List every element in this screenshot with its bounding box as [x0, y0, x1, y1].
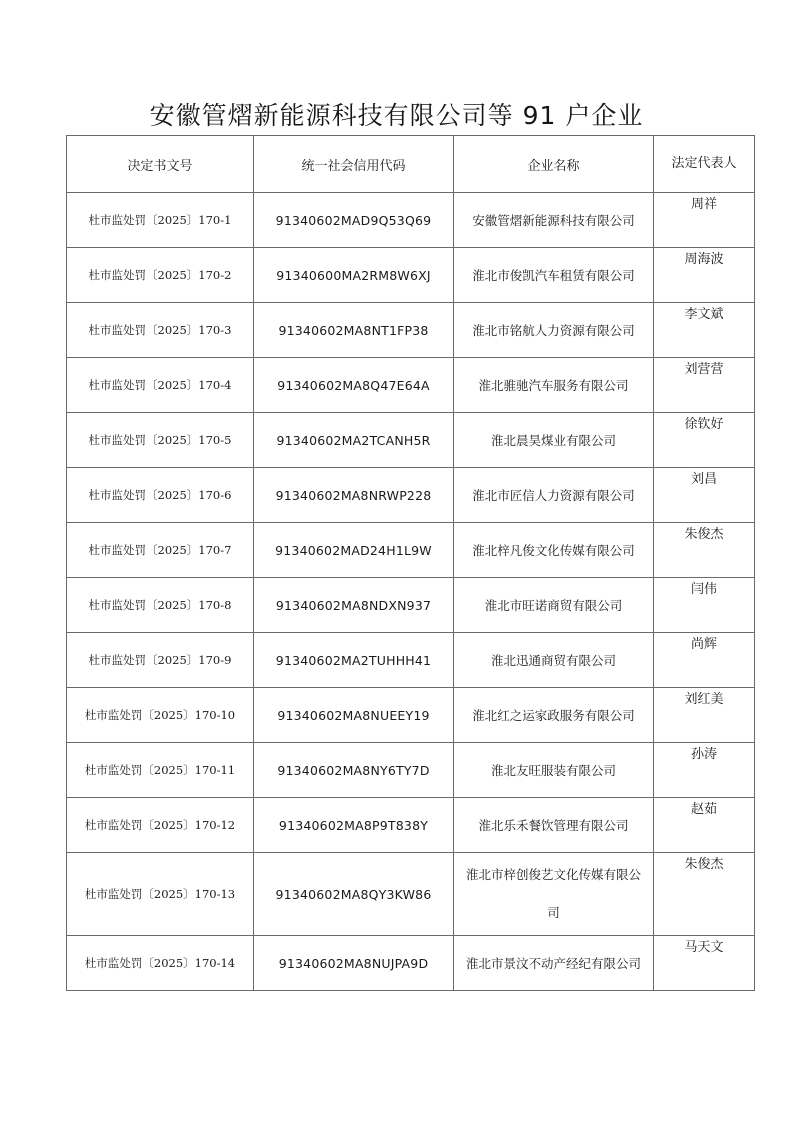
table-row: [67, 303, 755, 358]
company-name-cell: 淮北迅通商贸有限公司: [454, 633, 654, 688]
decision-no-cell: 杜市监处罚〔2025〕170-13: [67, 853, 254, 936]
table-row: [67, 523, 755, 578]
table-row: [67, 936, 755, 991]
legal-rep-cell: 刘昌: [654, 468, 755, 523]
decision-no-cell: 杜市监处罚〔2025〕170-10: [67, 688, 254, 743]
table-row: [67, 853, 755, 936]
table-row: [67, 358, 755, 413]
legal-rep-cell: 刘营营: [654, 358, 755, 413]
company-name-cell: 淮北乐禾餐饮管理有限公司: [454, 798, 654, 853]
table-row: [67, 193, 755, 248]
legal-rep-cell: 周祥: [654, 193, 755, 248]
decision-no-cell: 杜市监处罚〔2025〕170-3: [67, 303, 254, 358]
enterprise-table: [66, 135, 755, 991]
credit-code-cell: 91340602MA8NRWP228: [254, 468, 454, 523]
decision-no-cell: 杜市监处罚〔2025〕170-8: [67, 578, 254, 633]
decision-no-cell: 杜市监处罚〔2025〕170-6: [67, 468, 254, 523]
legal-rep-cell: 闫伟: [654, 578, 755, 633]
legal-rep-cell: 刘红美: [654, 688, 755, 743]
legal-rep-cell: 徐钦好: [654, 413, 755, 468]
decision-no-cell: 杜市监处罚〔2025〕170-11: [67, 743, 254, 798]
header-legal-rep: 法定代表人: [654, 136, 755, 193]
company-name-cell: 安徽管熠新能源科技有限公司: [454, 193, 654, 248]
decision-no-cell: 杜市监处罚〔2025〕170-1: [67, 193, 254, 248]
company-name-cell: 淮北晨昊煤业有限公司: [454, 413, 654, 468]
table-row: [67, 633, 755, 688]
credit-code-cell: 91340602MA8NT1FP38: [254, 303, 454, 358]
header-decision-no: 决定书文号: [67, 136, 254, 193]
credit-code-cell: 91340602MA2TUHHH41: [254, 633, 454, 688]
credit-code-cell: 91340602MAD24H1L9W: [254, 523, 454, 578]
decision-no-cell: 杜市监处罚〔2025〕170-5: [67, 413, 254, 468]
legal-rep-cell: 尚辉: [654, 633, 755, 688]
table-row: [67, 248, 755, 303]
credit-code-cell: 91340602MA8NUEEY19: [254, 688, 454, 743]
credit-code-cell: 91340602MA8NY6TY7D: [254, 743, 454, 798]
header-company-name: 企业名称: [454, 136, 654, 193]
legal-rep-cell: 朱俊杰: [654, 853, 755, 936]
table-row: [67, 743, 755, 798]
legal-rep-cell: 周海波: [654, 248, 755, 303]
credit-code-cell: 91340602MA8NDXN937: [254, 578, 454, 633]
company-name-cell: 淮北市铭航人力资源有限公司: [454, 303, 654, 358]
decision-no-cell: 杜市监处罚〔2025〕170-14: [67, 936, 254, 991]
table-row: [67, 688, 755, 743]
table-row: [67, 413, 755, 468]
decision-no-cell: 杜市监处罚〔2025〕170-7: [67, 523, 254, 578]
company-name-cell: 淮北市景汶不动产经纪有限公司: [454, 936, 654, 991]
credit-code-cell: 91340602MA8P9T838Y: [254, 798, 454, 853]
header-credit-code: 统一社会信用代码: [254, 136, 454, 193]
company-name-cell: 淮北市旺诺商贸有限公司: [454, 578, 654, 633]
company-name-cell: 淮北红之运家政服务有限公司: [454, 688, 654, 743]
legal-rep-cell: 孙涛: [654, 743, 755, 798]
table-header-row: [67, 136, 755, 193]
company-name-cell: 淮北市俊凯汽车租赁有限公司: [454, 248, 654, 303]
company-name-cell: 淮北梓凡俊文化传媒有限公司: [454, 523, 654, 578]
table-row: [67, 798, 755, 853]
decision-no-cell: 杜市监处罚〔2025〕170-12: [67, 798, 254, 853]
company-name-cell: 淮北市梓创俊艺文化传媒有限公司: [454, 853, 654, 936]
decision-no-cell: 杜市监处罚〔2025〕170-2: [67, 248, 254, 303]
credit-code-cell: 91340602MAD9Q53Q69: [254, 193, 454, 248]
legal-rep-cell: 李文斌: [654, 303, 755, 358]
table-row: [67, 578, 755, 633]
credit-code-cell: 91340602MA8QY3KW86: [254, 853, 454, 936]
table-row: [67, 468, 755, 523]
legal-rep-cell: 赵茹: [654, 798, 755, 853]
decision-no-cell: 杜市监处罚〔2025〕170-4: [67, 358, 254, 413]
credit-code-cell: 91340600MA2RM8W6XJ: [254, 248, 454, 303]
legal-rep-cell: 马天文: [654, 936, 755, 991]
credit-code-cell: 91340602MA8NUJPA9D: [254, 936, 454, 991]
company-name-cell: 淮北友旺服装有限公司: [454, 743, 654, 798]
company-name-cell: 淮北骓驰汽车服务有限公司: [454, 358, 654, 413]
company-name-cell: 淮北市匠信人力资源有限公司: [454, 468, 654, 523]
credit-code-cell: 91340602MA8Q47E64A: [254, 358, 454, 413]
decision-no-cell: 杜市监处罚〔2025〕170-9: [67, 633, 254, 688]
page-title: 安徽管熠新能源科技有限公司等 91 户企业: [149, 101, 644, 130]
credit-code-cell: 91340602MA2TCANH5R: [254, 413, 454, 468]
legal-rep-cell: 朱俊杰: [654, 523, 755, 578]
